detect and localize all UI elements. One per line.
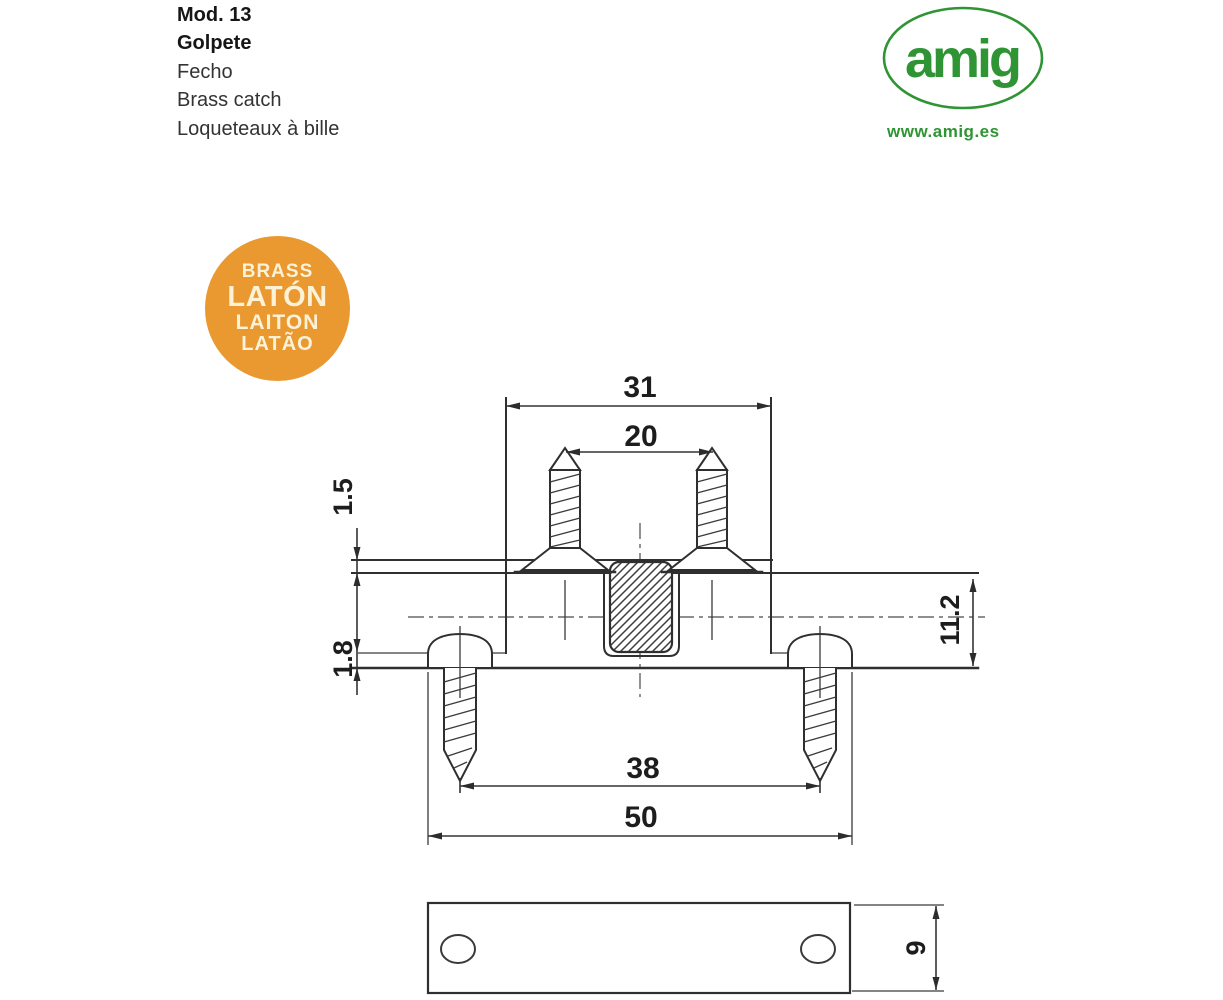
badge-line-latao: LATÃO [241,332,314,355]
product-name-es: Golpete [177,32,252,55]
badge-line-laiton: LAITON [235,311,320,335]
dim-label-50: 50 [624,801,658,834]
dim-label-31: 31 [623,371,657,404]
product-name-fr: Loqueteaux à bille [177,117,340,140]
dim-label-1-8: 1.8 [328,640,358,678]
top-screw-left [515,448,615,572]
dim-label-1-5: 1.5 [328,478,358,516]
dimension-body-height [935,579,977,666]
dim-label-20: 20 [624,420,658,453]
technical-drawing [320,360,1010,1000]
dimension-gap [328,639,361,681]
brand-logo [880,4,1055,149]
logo-wordmark: amig [904,29,1020,89]
dimension-top-screw-spacing [566,420,713,456]
dim-label-9: 9 [901,940,931,956]
product-title-block [177,1,339,143]
badge-line-laton: LATÓN [227,280,328,313]
product-name-en: Brass catch [177,89,282,112]
badge-line-brass: BRASS [241,261,314,283]
brand-url: www.amig.es [887,122,1000,141]
dim-label-11-2: 11.2 [935,594,965,646]
dimension-bottom-screw-spacing [460,752,820,793]
top-screw-right [662,448,762,572]
product-name-pt: Fecho [177,60,233,83]
ball-plunger-section [610,562,672,652]
model-number: Mod. 13 [177,4,252,26]
dimension-top-width [506,371,771,410]
dim-label-38: 38 [626,752,660,785]
strike-plate-view [428,903,944,993]
